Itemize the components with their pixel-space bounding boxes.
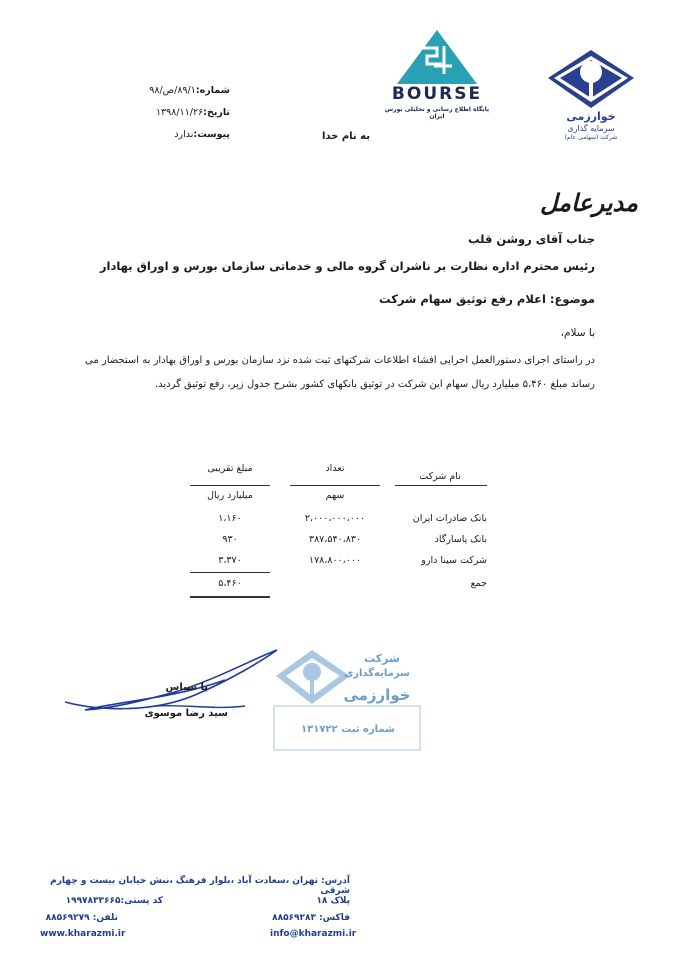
- header-underline-amount: [190, 485, 270, 486]
- unit-amount: میلیارد ریال: [207, 490, 253, 501]
- number-value: ۸۹/۱/ص/۹۸: [149, 85, 196, 96]
- recipient-title: رئیس محترم اداره نظارت بر ناشران گروه مالی و خدماتی سازمان بورس و اوراق بهادار: [99, 259, 595, 273]
- total-label: جمع: [470, 578, 487, 589]
- header-underline-company: [395, 485, 487, 486]
- total-amount: ۵،۴۶۰: [218, 578, 242, 589]
- company-stamp: [272, 642, 422, 752]
- header-company: نام شرکت: [419, 471, 461, 482]
- handwritten-title: مدیرعامل: [539, 188, 638, 217]
- total-double-rule: [190, 596, 270, 598]
- recipient-name: جناب آقای روشن قلب: [467, 232, 595, 246]
- date-value: ۱۳۹۸/۱۱/۲۶: [155, 107, 204, 118]
- kharazmi-emblem-icon: [546, 48, 636, 110]
- date-label: تاریخ:: [203, 107, 230, 118]
- footer-address: آدرس: تهران ،سعادت آباد ،بلوار فرهنگ ،نبش خیابان بیست و چهارم شرقی: [50, 876, 350, 896]
- letter-meta: [80, 80, 230, 146]
- letter-greeting: با سلام،: [560, 327, 595, 339]
- footer-website[interactable]: www.kharazmi.ir: [40, 929, 126, 939]
- total-rule: [190, 572, 270, 573]
- stamp-line2: سرمایه‌گذاری: [344, 668, 410, 679]
- bourse-wordmark: BOURSE: [391, 84, 483, 104]
- footer-email[interactable]: info@kharazmi.ir: [270, 929, 357, 939]
- signer-name: سید رضا موسوی: [144, 708, 228, 719]
- row-amount: ۹۳۰: [222, 534, 238, 545]
- bourse-emblem-icon: [382, 28, 492, 86]
- company-type: شرکت (سهامی عام): [564, 134, 618, 141]
- footer-postal: کد پستی:۱۹۹۷۸۳۳۶۶۵: [65, 896, 163, 906]
- company-subtitle: سرمایه گذاری: [567, 124, 615, 133]
- row-company: شرکت سینا دارو: [421, 555, 487, 566]
- kharazmi-logo: [546, 48, 636, 158]
- row-company: بانک صادرات ایران: [412, 513, 487, 524]
- row-amount: ۳،۳۷۰: [218, 555, 242, 566]
- row-count: ۱۷۸،۸۰۰،۰۰۰: [308, 555, 362, 566]
- attachment-value: ندارد: [174, 129, 194, 140]
- footer-phone: تلفن: ۸۸۵۶۹۲۷۹: [45, 913, 118, 923]
- stamp-line3: خوارزمی: [343, 686, 411, 704]
- row-company: بانک پاسارگاد: [434, 534, 487, 545]
- footer-fax: فاکس: ۸۸۵۶۹۲۸۳: [272, 913, 350, 923]
- header-amount: مبلغ تقریبی: [207, 463, 253, 474]
- header-underline-count: [290, 485, 380, 486]
- letter-body: در راستای اجرای دستورالعمل اجرایی افشاء اطلاعات شرکتهای ثبت شده نزد سازمان بورس و اوراق بهادار به استحضار می رساند مبلغ ۵،۴۶۰ میلیارد ریال سهام این شرکت در توثیق بانکهای کشور بشرح جدول زیر، رفع توثیق گردید.: [85, 355, 595, 390]
- stamp-line1: شرکت: [364, 652, 400, 665]
- bourse-caption: پایگاه اطلاع رسانی و تحلیلی بورس ایران: [384, 106, 490, 120]
- row-count: ۲،۰۰۰،۰۰۰،۰۰۰: [304, 513, 366, 524]
- footer-plaque: پلاک ۱۸: [316, 896, 350, 906]
- number-label: شماره:: [195, 85, 230, 96]
- letter-subject: موضوع: اعلام رفع توثیق سهام شرکت: [379, 292, 595, 306]
- bourse-logo: [382, 28, 492, 123]
- header-count: تعداد: [325, 463, 345, 474]
- stamp-line4: شماره ثبت ۱۳۱۷۲۲: [301, 724, 395, 735]
- closing-thanks: با سپاس: [165, 682, 208, 693]
- company-name: خوارزمی: [566, 110, 616, 123]
- attachment-label: پیوست:: [193, 129, 230, 140]
- in-the-name-of-god: به نام خدا: [321, 131, 370, 142]
- row-count: ۳۸۷،۵۴۰،۸۳۰: [308, 534, 362, 545]
- unit-count: سهم: [325, 490, 345, 501]
- row-amount: ۱،۱۶۰: [218, 513, 242, 524]
